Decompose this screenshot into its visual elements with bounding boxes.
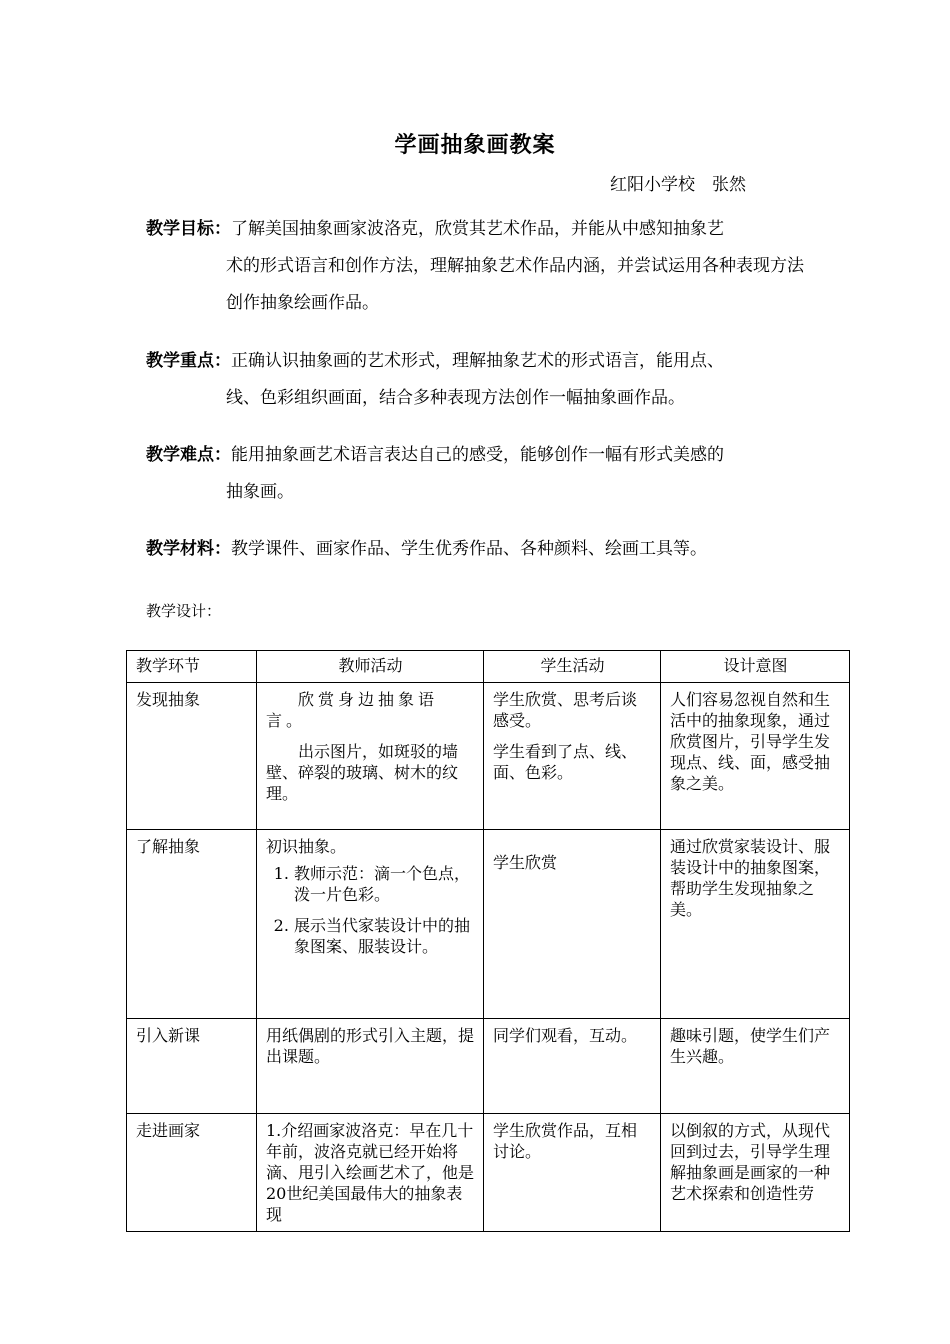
table-header-row [127,651,850,683]
intent-cell: 通过欣赏家装设计、服装设计中的抽象图案，帮助学生发现抽象之美。 [661,830,850,1019]
intent-cell: 趣味引题，使学生们产生兴趣。 [661,1019,850,1114]
teacher-cell: 1.介绍画家波洛克：早在几十年前，波洛克就已经开始将滴、甩引入绘画艺术了，他是20世纪美国最伟大的抽象表现 [257,1114,484,1232]
student-cell: 学生欣赏 [484,830,661,1019]
materials-section [146,531,816,568]
header-student: 学生活动 [484,651,661,683]
objectives-label: 教学目标： [146,219,231,239]
difficulties-section [146,437,816,511]
stage-cell: 走进画家 [127,1114,257,1232]
key-points-text: 线、色彩组织画面，结合多种表现方法创作一幅抽象画作品。 [226,388,685,408]
intent-cell: 以倒叙的方式，从现代回到过去，引导学生理解抽象画是画家的一种艺术探索和创造性劳 [661,1114,850,1232]
teacher-cell [257,683,484,830]
key-points-section [146,343,816,417]
stage-cell: 发现抽象 [127,683,257,830]
table-row [127,830,850,1019]
key-points-label: 教学重点： [146,351,231,371]
teacher-paragraph: 出示图片，如斑驳的墙壁、碎裂的玻璃、树木的纹理。 [266,742,459,803]
list-item: 1. 教师示范：滴一个色点，泼一片色彩。 [294,863,475,905]
teacher-cell: 用纸偶剧的形式引入主题，提出课题。 [257,1019,484,1114]
student-cell [484,683,661,830]
difficulties-label: 教学难点： [146,445,231,465]
objectives-text: 术的形式语言和创作方法，理解抽象艺术作品内涵，并尝试运用各种表现方法创作抽象绘画作品。 [226,256,804,313]
materials-label: 教学材料： [146,539,231,559]
list-item: 2. 展示当代家装设计中的抽象图案、服装设计。 [294,915,475,957]
teacher-cell [257,830,484,1019]
teacher-paragraph: 初识抽象。 [266,837,347,856]
lesson-table [126,650,850,1232]
table-row [127,1114,850,1232]
table-row [127,1019,850,1114]
page-title: 学画抽象画教案 [394,132,556,158]
header-intent: 设计意图 [661,651,850,683]
difficulties-first-line: 能用抽象画艺术语言表达自己的感受，能够创作一幅有形式美感的 [231,445,724,465]
design-label: 教学设计： [146,602,222,620]
header-teacher: 教师活动 [257,651,484,683]
objectives-first-line: 了解美国抽象画家波洛克，欣赏其艺术作品，并能从中感知抽象艺 [231,219,724,239]
author-line: 红阳小学校 张然 [610,175,746,195]
materials-text: 教学课件、画家作品、学生优秀作品、各种颜料、绘画工具等。 [231,539,707,559]
student-paragraph: 学生欣赏、思考后谈感受。 [493,690,638,730]
stage-cell: 了解抽象 [127,830,257,1019]
teacher-paragraph: 欣赏身边抽象语言。 [266,690,439,730]
teacher-steps-list [266,863,475,957]
objectives-section [146,211,816,322]
table-row [127,683,850,830]
header-stage: 教学环节 [127,651,257,683]
intent-cell: 人们容易忽视自然和生活中的抽象现象，通过欣赏图片，引导学生发现点、线、面，感受抽象之美。 [661,683,850,830]
student-cell: 学生欣赏作品，互相讨论。 [484,1114,661,1232]
key-points-first-line: 正确认识抽象画的艺术形式，理解抽象艺术的形式语言，能用点、 [231,351,724,371]
student-cell: 同学们观看，互动。 [484,1019,661,1114]
difficulties-text: 抽象画。 [226,482,294,502]
stage-cell: 引入新课 [127,1019,257,1114]
student-paragraph: 学生看到了点、线、面、色彩。 [493,742,638,782]
